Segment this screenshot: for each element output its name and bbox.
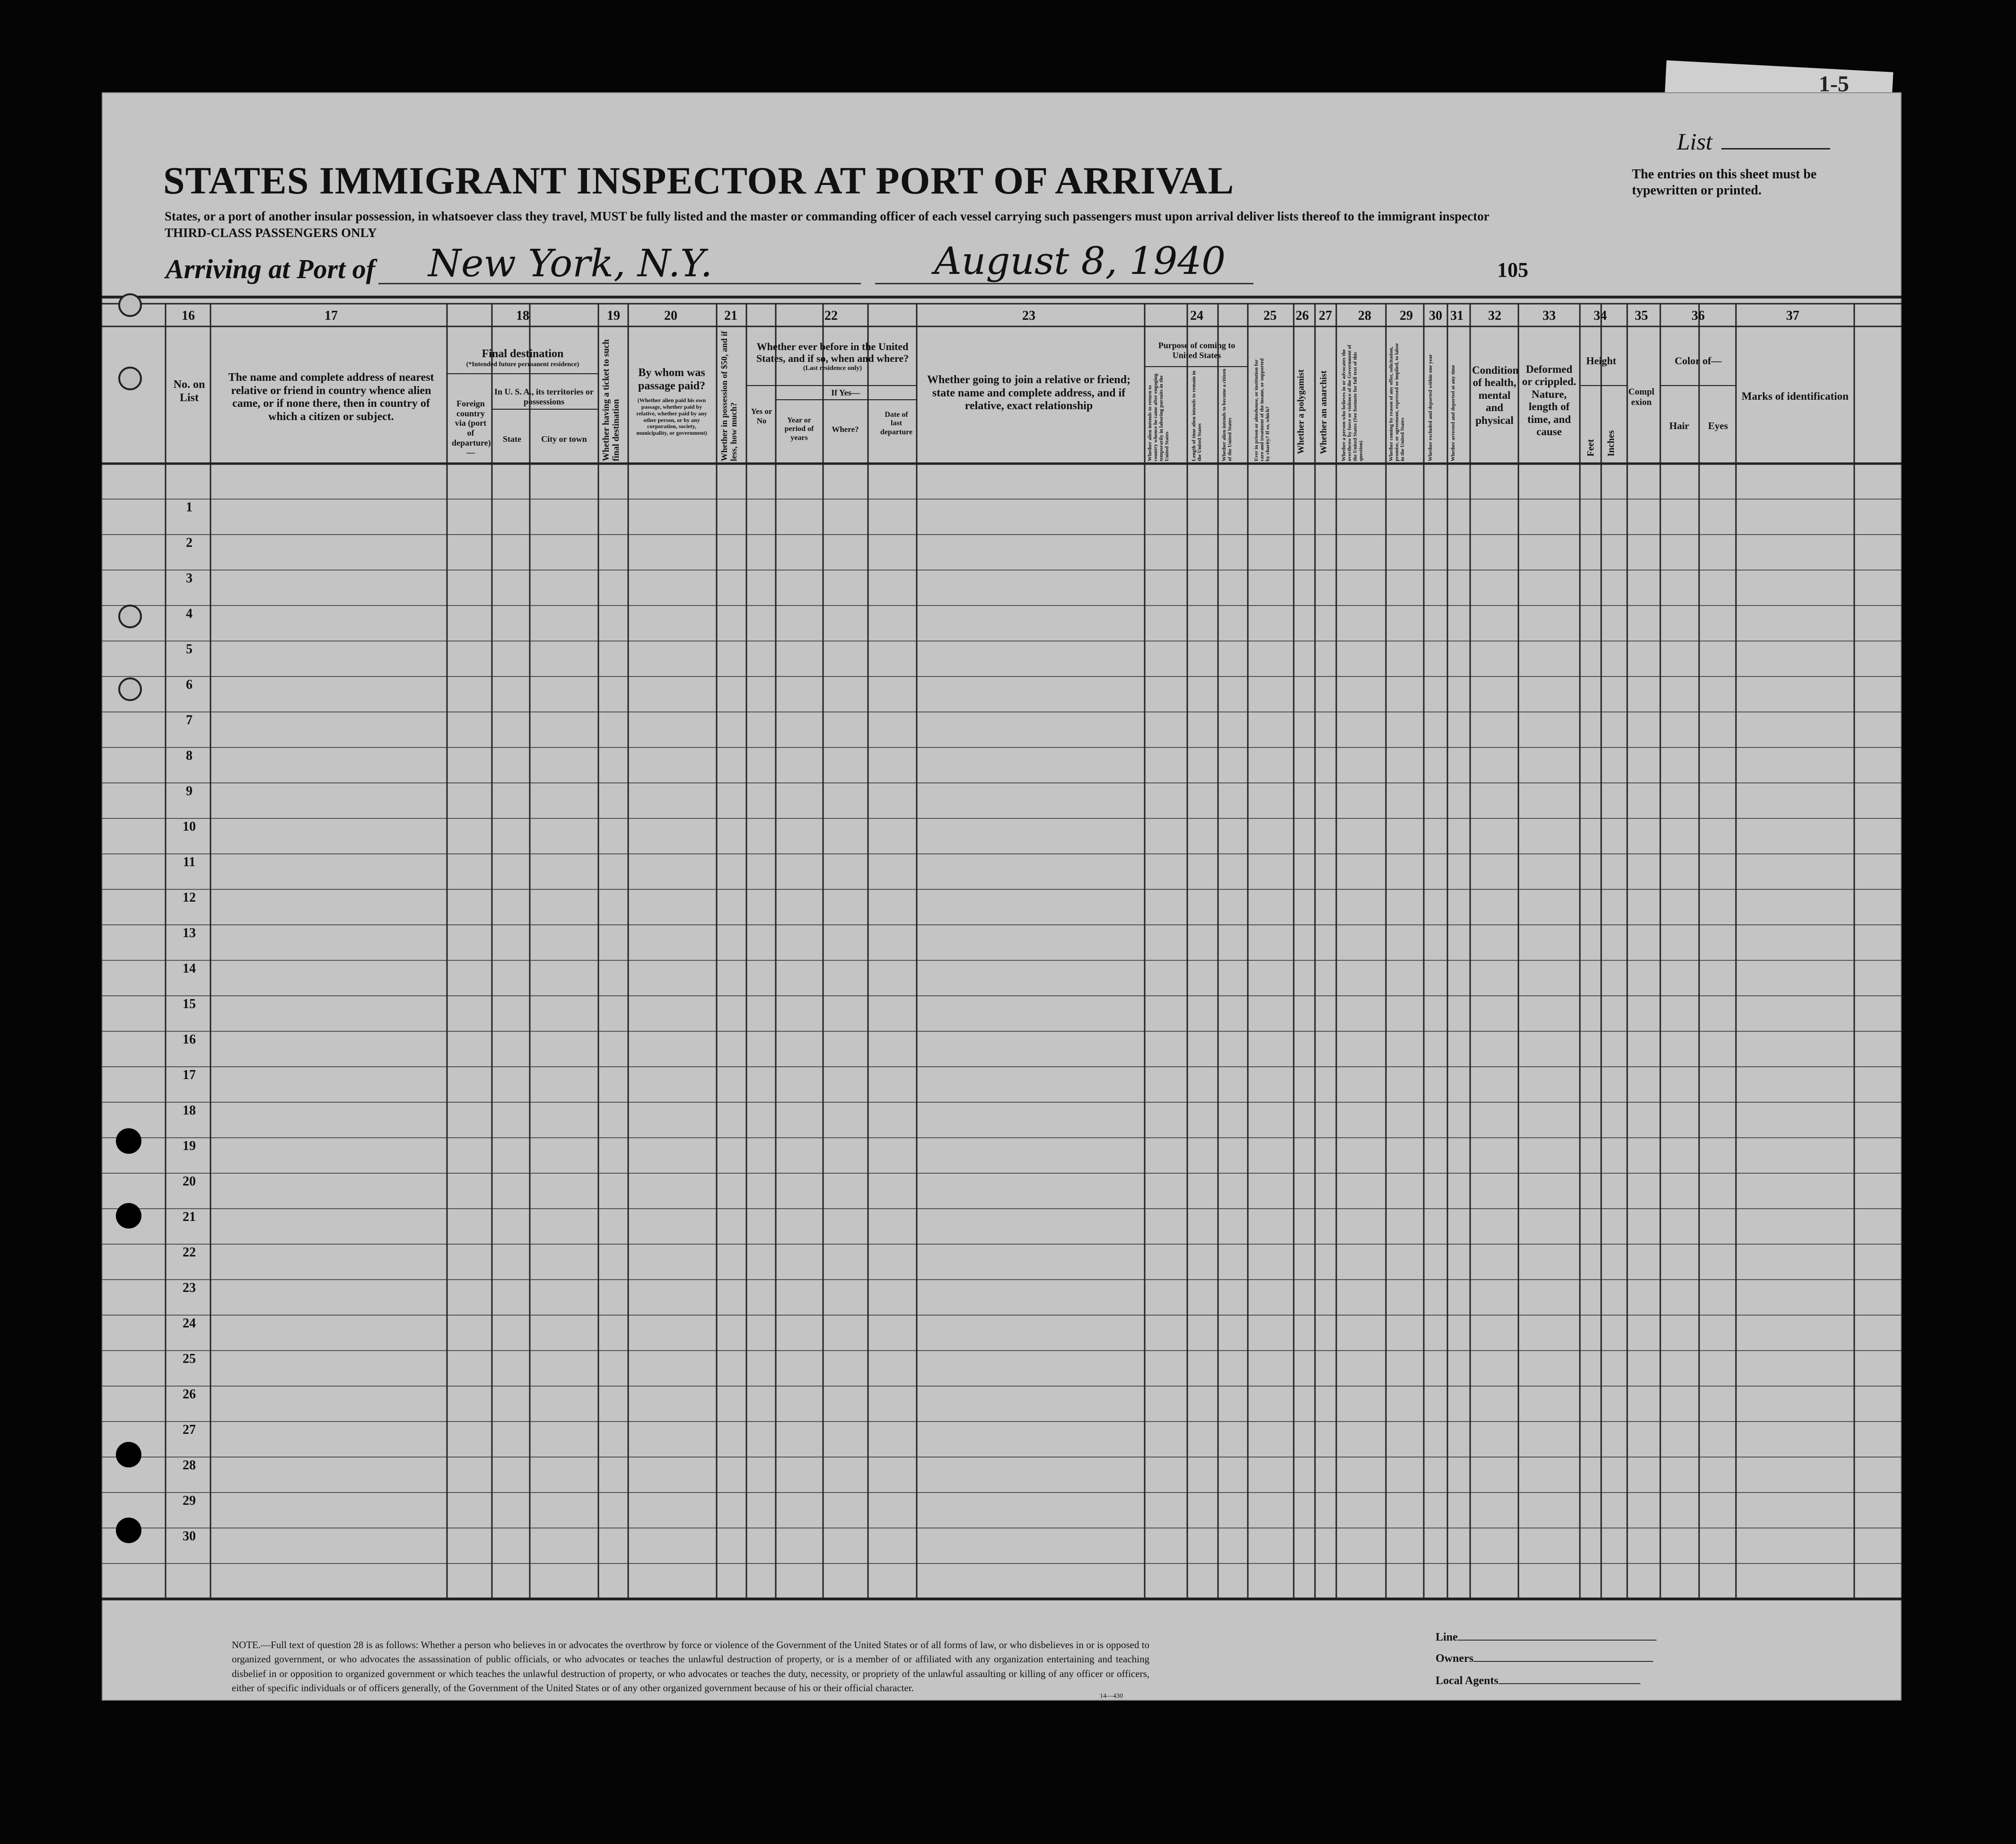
footer-owners-field: [1436, 1652, 1653, 1665]
row-number: 17: [183, 1068, 196, 1082]
header-nearest-relative: The name and complete address of nearest relative or friend in country whence alien came, or if none there, then in country of which a citizen or subject.: [228, 371, 434, 423]
punch-hole: [116, 1442, 141, 1467]
row-number: 27: [183, 1423, 196, 1437]
header-if-yes: If Yes—: [831, 388, 860, 397]
header-complexion: Complexion: [1628, 387, 1655, 407]
ever-before-sub: (Last residence only): [803, 364, 862, 372]
row-number: 23: [183, 1281, 196, 1295]
header-excluded-deported: Whether excluded and deported within one year: [1428, 354, 1433, 461]
header-ticket: Whether having a ticket to such final destination: [601, 339, 621, 461]
row-number: 24: [183, 1316, 196, 1331]
passage-paid-sub: (Whether alien paid his own passage, whether paid by relative, whether paid by any other person, or by any corporation, society, municipality, or government): [636, 397, 707, 437]
row-number: 15: [183, 997, 196, 1011]
header-year-period: Year or period of years: [784, 416, 814, 442]
header-purpose-return: Whether alien intends to return to country whence he came after engaging temporarily in laboring pursuits in the United States: [1147, 373, 1170, 461]
row-number: 7: [186, 713, 193, 728]
header-anarchist: Whether an anarchist: [1319, 370, 1329, 454]
ever-before-title: Whether ever before in the United States, and if so, when and where?: [756, 341, 909, 365]
row-number: 9: [186, 784, 193, 799]
row-number: 25: [183, 1352, 196, 1366]
row-number: 12: [183, 890, 196, 905]
footnote: NOTE.—Full text of question 28 is as follows: Whether a person who believes in or advocates the overthrow by force or violence of the Government of the United States or of all forms of law, or who disbelieves in or is opposed to organized government, or who advocates the assassination of public officials, or who advocates or teaches the unlawful destruction of property, or is a member of or affiliated with any organization entertaining and teaching disbelief in or opposition to organized government or which teaches the unlawful destruction of property, or who advocates or teaches the duty, necessity, or propriety of the unlawful assaulting or killing of any officer or officers, either of specific individuals or of officers generally, of the Government of the United States or of any other organized government because of his or their official character.: [232, 1639, 1149, 1694]
header-overthrow: Whether a person who believes in or advocates the overthrow by force or violence of the Government of the United States (See footnote for full text of this question): [1341, 344, 1364, 461]
final-destination-sub: (*Intended future permanent residence): [466, 360, 579, 368]
row-number: 28: [183, 1458, 196, 1473]
port-value: New York, N.Y.: [428, 241, 713, 285]
punch-hole: [118, 677, 142, 701]
header-final-destination: [449, 348, 596, 369]
footer-local-agents-label: Local Agents: [1436, 1675, 1499, 1687]
header-join-relative: Whether going to join a relative or friend; state name and complete address, and if relative, exact relationship: [927, 374, 1131, 413]
list-label: List: [1677, 128, 1713, 155]
manifest-sheet: [102, 92, 1902, 1701]
header-ever-before-us: [750, 341, 915, 372]
header-fifty-dollars: Whether in possession of $50, and if less, how much?: [719, 331, 738, 461]
header-marks-identification: Marks of identification: [1741, 390, 1849, 402]
sheet-number: 105: [1497, 258, 1528, 281]
header-yes-no: Yes or No: [751, 407, 772, 425]
row-number: 30: [183, 1529, 196, 1544]
typewritten-notice: The entries on this sheet must be typewritten or printed.: [1632, 167, 1817, 198]
page-title: STATES IMMIGRANT INSPECTOR AT PORT OF ARRIVAL: [163, 159, 1235, 202]
date-line: [875, 283, 1253, 284]
row-number: 14: [183, 961, 196, 976]
header-deformed: Deformed or crippled. Nature, length of time, and cause: [1522, 363, 1577, 438]
row-number: 19: [183, 1139, 196, 1153]
header-city: City or town: [541, 434, 587, 444]
header-arrested-deported: Whether arrested and deported at any time: [1450, 365, 1456, 461]
passage-paid-title: By whom was passage paid?: [638, 367, 706, 392]
header-date-last-departure: Date of last departure: [880, 411, 913, 436]
footer-line-label: Line: [1436, 1631, 1458, 1643]
footer-local-agents-field: [1436, 1675, 1640, 1687]
footer-line-field: [1436, 1631, 1657, 1644]
row-number: 10: [183, 819, 196, 834]
punch-hole: [116, 1518, 141, 1543]
header-inches: Inches: [1606, 430, 1616, 457]
header-purpose-citizen: Whether alien intends to become a citizen of the United States: [1221, 369, 1233, 461]
header-foreign-country: Foreign country via (port of departure)—: [452, 399, 491, 457]
class-label: THIRD-CLASS PASSENGERS ONLY: [165, 226, 377, 240]
row-number: 13: [183, 926, 196, 940]
row-number: 26: [183, 1387, 196, 1402]
row-number: 8: [186, 748, 193, 763]
header-labor-offer: Whether coming by reason of any offer, solicitation, promise, or agreement, expressed or implied, to labor in the United States: [1388, 343, 1406, 461]
date-value: August 8, 1940: [934, 239, 1226, 283]
header-eyes: Eyes: [1708, 420, 1728, 431]
arriving-label: Arriving at Port of: [166, 254, 376, 284]
row-number: 4: [186, 606, 193, 621]
punch-hole: [118, 367, 142, 390]
footer-owners-label: Owners: [1436, 1652, 1473, 1665]
punch-hole: [118, 605, 142, 628]
row-number: 2: [186, 536, 193, 550]
row-number: 22: [183, 1245, 196, 1260]
header-hair: Hair: [1669, 420, 1689, 431]
list-field: [1677, 128, 1830, 155]
header-feet: Feet: [1586, 439, 1596, 457]
row-number: 1: [186, 500, 193, 515]
punch-hole: [118, 293, 142, 317]
row-number: 16: [183, 1032, 196, 1047]
row-number: 3: [186, 571, 193, 586]
header-height: Height: [1586, 355, 1616, 367]
header-passage-paid: [631, 367, 712, 437]
row-number: 20: [183, 1174, 196, 1189]
final-destination-title: Final destination: [482, 348, 564, 360]
row-number: 18: [183, 1103, 196, 1118]
header-in-usa: In U. S. A., its territories or possessions: [494, 387, 594, 406]
row-number: 21: [183, 1210, 196, 1224]
subtitle: States, or a port of another insular possession, in whatsoever class they travel, MUST be fully listed and the master or commanding officer of each vessel carrying such passengers must upon arrival deliver lists thereof to the immigrant inspector: [165, 209, 1490, 223]
header-state: State: [503, 434, 521, 444]
row-number: 29: [183, 1493, 196, 1508]
row-number: 11: [183, 855, 196, 869]
punch-hole: [116, 1203, 141, 1229]
row-number: 6: [186, 677, 193, 692]
header-no-on-list: No. on List: [173, 378, 205, 404]
form-number: 14—430: [1100, 1693, 1123, 1700]
header-purpose-length: Length of time alien intends to remain in the United States: [1191, 370, 1203, 461]
header-where: Where?: [832, 425, 859, 434]
corner-mark: 1-5: [1819, 71, 1849, 97]
header-prison: Ever in prison or almshouse, or institution for care and treatment of the insane, or supported by charity? If so, which?: [1253, 358, 1271, 461]
header-purpose: Purpose of coming to United States: [1158, 341, 1236, 360]
header-color-of: Color of—: [1674, 355, 1722, 367]
punch-hole: [116, 1128, 141, 1154]
row-number: 5: [186, 642, 193, 657]
header-health: Condition of health, mental and physical: [1472, 364, 1519, 426]
header-polygamist: Whether a polygamist: [1296, 369, 1306, 454]
